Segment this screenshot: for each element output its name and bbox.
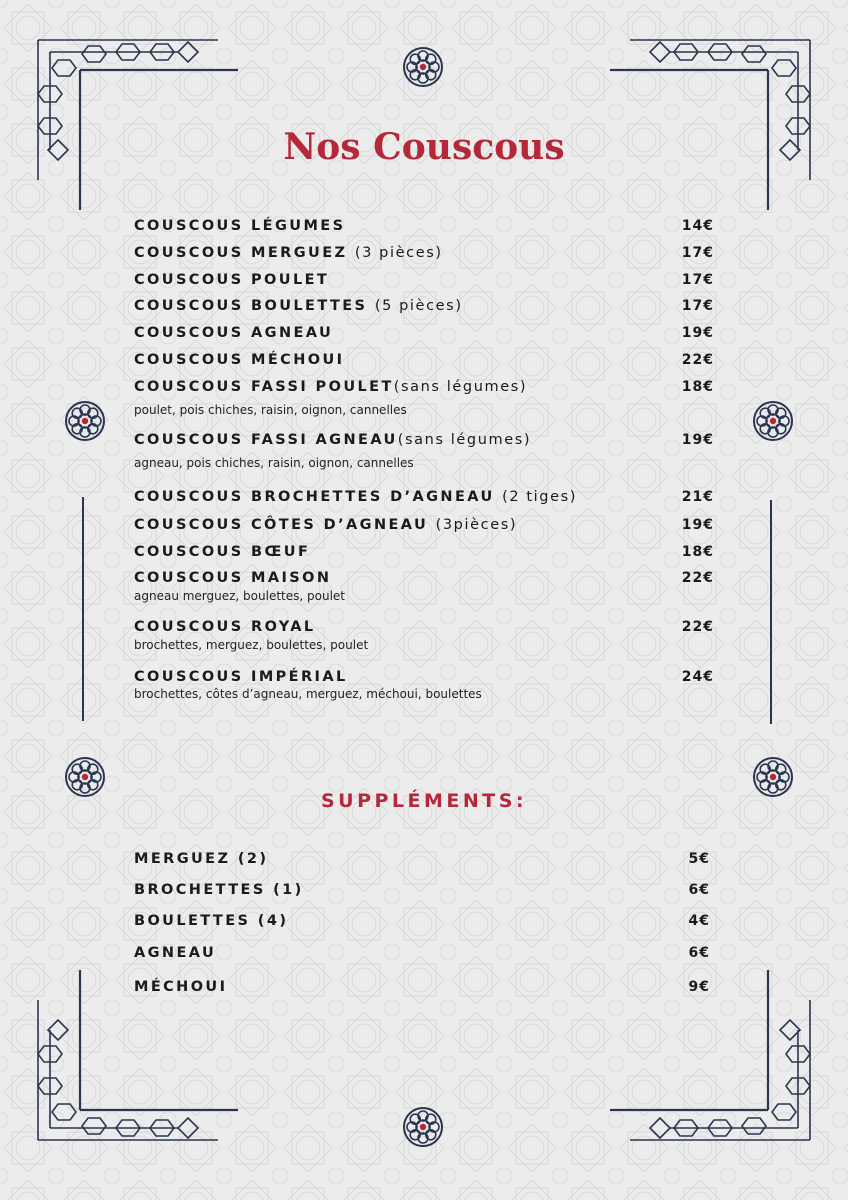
rosette-icon: [402, 46, 444, 88]
item-detail: (3pièces): [435, 517, 518, 533]
supplement-name: MERGUEZ (2): [134, 851, 269, 867]
item-name: COUSCOUS AGNEAU: [134, 325, 334, 341]
corner-ornament-icon: [610, 30, 820, 210]
item-price: 19€: [681, 432, 714, 448]
item-description: poulet, pois chiches, raisin, oignon, cannelles: [134, 403, 407, 417]
corner-ornament-icon: [28, 30, 238, 210]
item-name: COUSCOUS MAISON: [134, 570, 332, 586]
supplement-name: BROCHETTES (1): [134, 882, 304, 898]
item-detail: (sans légumes): [393, 379, 528, 395]
item-description: agneau merguez, boulettes, poulet: [134, 589, 346, 603]
item-price: 19€: [681, 325, 714, 341]
item-description: brochettes, côtes d’agneau, merguez, méchoui, boulettes: [134, 687, 482, 701]
item-name: COUSCOUS BOULETTES: [134, 298, 375, 314]
item-name: COUSCOUS POULET: [134, 272, 330, 288]
item-name: COUSCOUS MERGUEZ: [134, 245, 355, 261]
supplement-name: AGNEAU: [134, 945, 217, 961]
item-price: 21€: [681, 489, 714, 505]
corner-ornament-icon: [610, 970, 820, 1150]
item-price: 14€: [681, 218, 714, 234]
item-description: agneau, pois chiches, raisin, oignon, cannelles: [134, 456, 414, 470]
item-price: 17€: [681, 272, 714, 288]
item-description: brochettes, merguez, boulettes, poulet: [134, 638, 369, 652]
item-price: 19€: [681, 517, 714, 533]
supplement-price: 4€: [688, 913, 710, 929]
item-name: COUSCOUS FASSI AGNEAU: [134, 432, 398, 448]
rosette-icon: [752, 400, 794, 442]
item-price: 24€: [681, 669, 714, 685]
item-name: COUSCOUS BŒUF: [134, 544, 311, 560]
supplements-title: SUPPLÉMENTS:: [320, 790, 528, 812]
item-name: COUSCOUS ROYAL: [134, 619, 316, 635]
supplement-price: 5€: [688, 851, 710, 867]
item-detail: (2 tiges): [502, 489, 578, 505]
item-price: 18€: [681, 379, 714, 395]
supplement-name: BOULETTES (4): [134, 913, 289, 929]
item-detail: (3 pièces): [354, 245, 443, 261]
supplement-price: 6€: [688, 945, 710, 961]
supplement-price: 9€: [688, 979, 710, 995]
supplement-name: MÉCHOUI: [134, 979, 228, 995]
left-divider-line: [82, 497, 84, 721]
item-price: 22€: [681, 570, 714, 586]
page-title: Nos Couscous: [283, 126, 565, 168]
item-name: COUSCOUS LÉGUMES: [134, 218, 346, 234]
item-name: COUSCOUS BROCHETTES D’AGNEAU: [134, 489, 503, 505]
item-price: 22€: [681, 352, 714, 368]
item-detail: (sans légumes): [397, 432, 532, 448]
item-price: 17€: [681, 245, 714, 261]
item-name: COUSCOUS CÔTES D’AGNEAU: [134, 517, 436, 533]
item-price: 18€: [681, 544, 714, 560]
supplement-price: 6€: [688, 882, 710, 898]
item-name: COUSCOUS MÉCHOUI: [134, 352, 345, 368]
item-name: COUSCOUS FASSI POULET: [134, 379, 394, 395]
corner-ornament-icon: [28, 970, 238, 1150]
item-price: 17€: [681, 298, 714, 314]
item-detail: (5 pièces): [374, 298, 463, 314]
right-divider-line: [770, 500, 772, 724]
rosette-icon: [402, 1106, 444, 1148]
item-name: COUSCOUS IMPÉRIAL: [134, 669, 348, 685]
rosette-icon: [64, 400, 106, 442]
item-price: 22€: [681, 619, 714, 635]
